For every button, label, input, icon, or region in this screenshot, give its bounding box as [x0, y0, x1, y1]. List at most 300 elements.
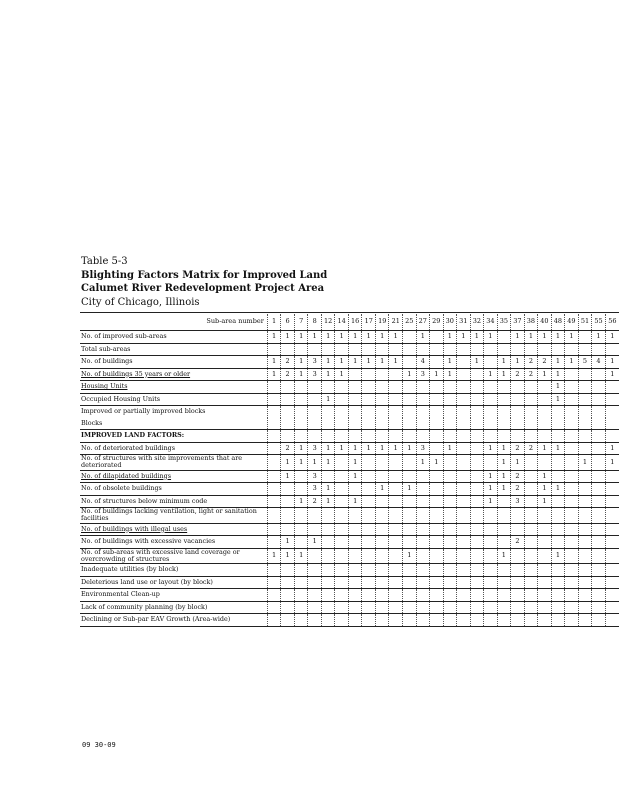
blighting-factors-matrix [80, 314, 619, 627]
matrix-cell [281, 393, 295, 406]
matrix-cell [457, 430, 471, 443]
matrix-cell [403, 536, 417, 549]
matrix-cell [470, 601, 484, 614]
matrix-cell [389, 406, 403, 418]
matrix-cell [403, 393, 417, 406]
matrix-cell [389, 564, 403, 577]
matrix-cell [605, 614, 619, 627]
matrix-cell [578, 368, 592, 381]
table-row [80, 508, 619, 524]
matrix-cell [375, 470, 389, 483]
matrix-cell [416, 564, 430, 577]
matrix-cell [430, 470, 444, 483]
matrix-cell [294, 523, 308, 536]
matrix-cell [565, 442, 579, 455]
matrix-cell: 4 [592, 356, 606, 369]
subarea-number: 56 [605, 314, 619, 331]
matrix-cell [348, 343, 362, 356]
matrix-cell [565, 523, 579, 536]
matrix-cell [321, 406, 335, 418]
matrix-cell [403, 601, 417, 614]
row-label-text: IMPROVED LAND FACTORS: [81, 431, 185, 440]
matrix-cell [281, 495, 295, 508]
matrix-cell [578, 523, 592, 536]
subarea-number: 17 [362, 314, 376, 331]
matrix-cell [362, 601, 376, 614]
matrix-cell [443, 430, 457, 443]
matrix-cell: 1 [267, 356, 281, 369]
matrix-cell [457, 381, 471, 394]
matrix-cell [443, 564, 457, 577]
table-row [80, 470, 619, 483]
matrix-cell [416, 495, 430, 508]
matrix-cell [565, 589, 579, 602]
matrix-cell [457, 455, 471, 471]
row-label-text: Declining or Sub-par EAV Growth (Area-wide) [81, 615, 231, 624]
matrix-cell: 1 [497, 356, 511, 369]
table-row [80, 576, 619, 589]
matrix-cell [578, 508, 592, 524]
matrix-cell [308, 564, 322, 577]
matrix-cell [389, 548, 403, 564]
matrix-cell [362, 576, 376, 589]
matrix-cell [403, 455, 417, 471]
matrix-cell: 1 [321, 442, 335, 455]
location: City of Chicago, Illinois [81, 296, 200, 308]
matrix-cell [294, 536, 308, 549]
project-area: Calumet River Redevelopment Project Area [81, 283, 325, 294]
matrix-cell: 1 [362, 356, 376, 369]
matrix-cell: 1 [348, 442, 362, 455]
matrix-cell [511, 418, 525, 430]
subarea-number: 55 [592, 314, 606, 331]
matrix-cell [551, 455, 565, 471]
matrix-cell [430, 343, 444, 356]
matrix-cell [565, 343, 579, 356]
row-label-text: Blocks [81, 418, 103, 427]
matrix-cell [430, 406, 444, 418]
matrix-cell: 1 [605, 442, 619, 455]
matrix-cell [470, 589, 484, 602]
matrix-cell [443, 523, 457, 536]
matrix-cell [267, 523, 281, 536]
matrix-cell [443, 470, 457, 483]
table-row [80, 442, 619, 455]
row-label-text: Inadequate utilities (by block) [81, 565, 179, 574]
matrix-cell [308, 614, 322, 627]
matrix-cell [457, 589, 471, 602]
matrix-cell: 1 [578, 455, 592, 471]
matrix-cell [592, 418, 606, 430]
matrix-cell [484, 564, 498, 577]
matrix-cell [389, 418, 403, 430]
matrix-cell [321, 381, 335, 394]
matrix-cell [511, 430, 525, 443]
matrix-cell [497, 564, 511, 577]
matrix-cell: 1 [281, 331, 295, 344]
matrix-cell [348, 406, 362, 418]
matrix-cell [389, 523, 403, 536]
matrix-cell [335, 508, 349, 524]
matrix-cell [511, 523, 525, 536]
matrix-cell [321, 589, 335, 602]
matrix-cell [416, 508, 430, 524]
matrix-cell [565, 508, 579, 524]
matrix-cell [416, 614, 430, 627]
matrix-cell [578, 331, 592, 344]
matrix-cell: 1 [294, 331, 308, 344]
subarea-number: 48 [551, 314, 565, 331]
matrix-cell [497, 601, 511, 614]
matrix-cell [443, 393, 457, 406]
matrix-cell: 1 [294, 455, 308, 471]
row-label [80, 614, 267, 627]
matrix-cell [511, 393, 525, 406]
matrix-cell [605, 430, 619, 443]
matrix-cell [592, 523, 606, 536]
row-label-text: No. of obsolete buildings [81, 484, 162, 493]
matrix-cell [443, 381, 457, 394]
matrix-cell [348, 523, 362, 536]
matrix-cell [375, 455, 389, 471]
matrix-cell [592, 470, 606, 483]
matrix-cell [578, 576, 592, 589]
matrix-cell: 2 [524, 442, 538, 455]
matrix-cell [389, 483, 403, 496]
matrix-cell: 1 [551, 381, 565, 394]
matrix-cell: 1 [430, 368, 444, 381]
matrix-cell [578, 406, 592, 418]
matrix-cell: 1 [403, 548, 417, 564]
matrix-cell [484, 343, 498, 356]
matrix-cell: 1 [497, 368, 511, 381]
matrix-cell: 3 [511, 495, 525, 508]
matrix-cell: 1 [605, 455, 619, 471]
matrix-cell [511, 406, 525, 418]
matrix-cell [335, 393, 349, 406]
row-label-text: Occupied Housing Units [81, 394, 161, 403]
matrix-cell [335, 564, 349, 577]
matrix-cell [267, 442, 281, 455]
matrix-cell [538, 508, 552, 524]
matrix-cell [484, 523, 498, 536]
matrix-cell [457, 343, 471, 356]
row-label-text: No. of buildings with illegal uses [81, 524, 188, 533]
matrix-cell: 1 [605, 356, 619, 369]
matrix-cell [457, 470, 471, 483]
matrix-cell [389, 589, 403, 602]
matrix-cell [362, 523, 376, 536]
subarea-number: 40 [538, 314, 552, 331]
matrix-cell [335, 483, 349, 496]
matrix-cell [470, 483, 484, 496]
matrix-cell [565, 470, 579, 483]
subarea-number: 27 [416, 314, 430, 331]
table-row [80, 418, 619, 430]
matrix-cell: 2 [281, 368, 295, 381]
table-row [80, 614, 619, 627]
matrix-cell [605, 523, 619, 536]
matrix-cell [348, 381, 362, 394]
matrix-cell: 4 [416, 356, 430, 369]
matrix-cell: 1 [375, 442, 389, 455]
matrix-cell [362, 430, 376, 443]
matrix-cell [389, 601, 403, 614]
table-row [80, 343, 619, 356]
matrix-cell [281, 576, 295, 589]
matrix-cell [308, 508, 322, 524]
matrix-cell [551, 536, 565, 549]
subarea-number: 14 [335, 314, 349, 331]
matrix-cell [524, 483, 538, 496]
matrix-cell: 3 [416, 368, 430, 381]
matrix-cell [538, 576, 552, 589]
matrix-cell [294, 406, 308, 418]
matrix-cell: 1 [321, 495, 335, 508]
matrix-cell [267, 381, 281, 394]
matrix-cell [375, 576, 389, 589]
table-row [80, 536, 619, 549]
row-label-text: Total sub-areas [81, 344, 131, 353]
matrix-cell [362, 508, 376, 524]
matrix-cell: 1 [375, 331, 389, 344]
matrix-cell [335, 430, 349, 443]
matrix-cell [443, 589, 457, 602]
matrix-cell [592, 483, 606, 496]
matrix-cell: 1 [375, 483, 389, 496]
matrix-cell [335, 455, 349, 471]
matrix-cell [470, 564, 484, 577]
matrix-cell [470, 548, 484, 564]
matrix-cell [281, 589, 295, 602]
subarea-number: 51 [578, 314, 592, 331]
matrix-cell [592, 564, 606, 577]
subarea-number: 8 [308, 314, 322, 331]
matrix-cell [484, 614, 498, 627]
matrix-cell [524, 343, 538, 356]
row-label [80, 483, 267, 496]
matrix-cell: 2 [281, 442, 295, 455]
matrix-cell [592, 343, 606, 356]
matrix-cell [565, 601, 579, 614]
matrix-cell [416, 470, 430, 483]
matrix-cell [605, 406, 619, 418]
subarea-number: 30 [443, 314, 457, 331]
matrix-cell [308, 589, 322, 602]
matrix-cell: 1 [592, 331, 606, 344]
table-title: Blighting Factors Matrix for Improved Land [81, 269, 328, 281]
matrix-cell [403, 406, 417, 418]
matrix-cell [281, 523, 295, 536]
row-label [80, 356, 267, 369]
matrix-cell [375, 564, 389, 577]
matrix-cell [403, 470, 417, 483]
matrix-cell [375, 508, 389, 524]
matrix-cell: 1 [605, 368, 619, 381]
matrix-cell [484, 381, 498, 394]
matrix-cell [403, 589, 417, 602]
matrix-cell: 1 [538, 495, 552, 508]
matrix-cell [565, 455, 579, 471]
matrix-cell [416, 483, 430, 496]
matrix-cell: 1 [538, 368, 552, 381]
matrix-cell [457, 356, 471, 369]
matrix-cell: 1 [308, 455, 322, 471]
row-label-text: No. of buildings [81, 357, 133, 366]
matrix-cell [497, 343, 511, 356]
matrix-cell: 2 [511, 470, 525, 483]
matrix-cell [375, 495, 389, 508]
matrix-cell [430, 564, 444, 577]
matrix-cell [484, 536, 498, 549]
matrix-cell: 1 [348, 356, 362, 369]
matrix-cell [335, 381, 349, 394]
matrix-cell [578, 614, 592, 627]
matrix-cell [484, 576, 498, 589]
matrix-cell: 1 [335, 442, 349, 455]
matrix-cell [389, 470, 403, 483]
matrix-cell [497, 508, 511, 524]
matrix-cell [457, 393, 471, 406]
matrix-cell [497, 331, 511, 344]
matrix-cell [511, 576, 525, 589]
matrix-cell [524, 589, 538, 602]
matrix-cell [578, 483, 592, 496]
matrix-cell [470, 523, 484, 536]
row-label [80, 381, 267, 394]
matrix-cell [592, 455, 606, 471]
matrix-cell [538, 455, 552, 471]
matrix-cell [511, 601, 525, 614]
matrix-cell [457, 564, 471, 577]
table-row [80, 495, 619, 508]
row-label [80, 576, 267, 589]
matrix-cell [578, 470, 592, 483]
matrix-cell: 1 [416, 331, 430, 344]
matrix-cell [497, 495, 511, 508]
matrix-cell: 1 [538, 470, 552, 483]
matrix-cell: 1 [497, 483, 511, 496]
matrix-cell: 1 [403, 442, 417, 455]
matrix-cell [389, 508, 403, 524]
matrix-cell [294, 393, 308, 406]
matrix-cell [524, 430, 538, 443]
matrix-cell [524, 614, 538, 627]
table-number: Table 5-3 [81, 256, 128, 267]
matrix-cell: 1 [294, 442, 308, 455]
matrix-cell [430, 393, 444, 406]
matrix-cell [308, 576, 322, 589]
matrix-cell [470, 455, 484, 471]
matrix-cell [605, 589, 619, 602]
matrix-cell [551, 589, 565, 602]
matrix-cell [443, 483, 457, 496]
row-label-text: No. of structures below minimum code [81, 496, 208, 505]
matrix-cell [321, 536, 335, 549]
matrix-cell [443, 343, 457, 356]
table-row [80, 331, 619, 344]
matrix-cell: 1 [335, 356, 349, 369]
matrix-cell [578, 418, 592, 430]
matrix-cell: 1 [470, 331, 484, 344]
matrix-cell [497, 589, 511, 602]
matrix-cell [335, 548, 349, 564]
matrix-cell [484, 455, 498, 471]
matrix-cell [551, 418, 565, 430]
matrix-cell: 1 [362, 331, 376, 344]
table-row [80, 548, 619, 564]
matrix-cell [524, 601, 538, 614]
matrix-cell: 1 [362, 442, 376, 455]
matrix-cell: 3 [416, 442, 430, 455]
matrix-cell [403, 576, 417, 589]
row-label-text: No. of structures with site improvements that are deteriorated [81, 454, 243, 470]
matrix-cell [403, 564, 417, 577]
matrix-cell [470, 381, 484, 394]
matrix-cell [592, 368, 606, 381]
matrix-cell [605, 564, 619, 577]
matrix-cell [497, 430, 511, 443]
matrix-cell [592, 589, 606, 602]
matrix-cell [457, 601, 471, 614]
matrix-cell [470, 508, 484, 524]
matrix-cell [321, 470, 335, 483]
matrix-cell [375, 548, 389, 564]
matrix-cell [484, 601, 498, 614]
matrix-cell [321, 576, 335, 589]
matrix-cell [281, 601, 295, 614]
matrix-cell [403, 495, 417, 508]
matrix-cell [416, 523, 430, 536]
matrix-cell: 1 [605, 331, 619, 344]
matrix-cell [348, 536, 362, 549]
matrix-cell [375, 601, 389, 614]
matrix-cell: 1 [551, 442, 565, 455]
matrix-cell [416, 548, 430, 564]
table-row [80, 601, 619, 614]
matrix-cell [538, 548, 552, 564]
matrix-cell [578, 442, 592, 455]
table-row [80, 523, 619, 536]
matrix-cell: 1 [348, 495, 362, 508]
matrix-cell [375, 381, 389, 394]
matrix-cell [497, 393, 511, 406]
table-caption [81, 255, 551, 309]
matrix-cell [592, 393, 606, 406]
matrix-cell [348, 614, 362, 627]
matrix-cell [375, 406, 389, 418]
matrix-cell [308, 418, 322, 430]
subarea-number: 37 [511, 314, 525, 331]
matrix-cell: 1 [403, 368, 417, 381]
matrix-cell [592, 381, 606, 394]
matrix-cell [484, 393, 498, 406]
matrix-cell [321, 601, 335, 614]
matrix-cell [538, 381, 552, 394]
matrix-cell [389, 381, 403, 394]
matrix-cell [430, 536, 444, 549]
table-row [80, 406, 619, 418]
matrix-cell: 1 [443, 356, 457, 369]
matrix-cell: 3 [308, 470, 322, 483]
matrix-cell [416, 381, 430, 394]
matrix-cell [524, 548, 538, 564]
matrix-cell [457, 406, 471, 418]
matrix-cell [348, 418, 362, 430]
matrix-cell: 2 [281, 356, 295, 369]
matrix-cell: 1 [321, 331, 335, 344]
matrix-cell: 1 [294, 368, 308, 381]
